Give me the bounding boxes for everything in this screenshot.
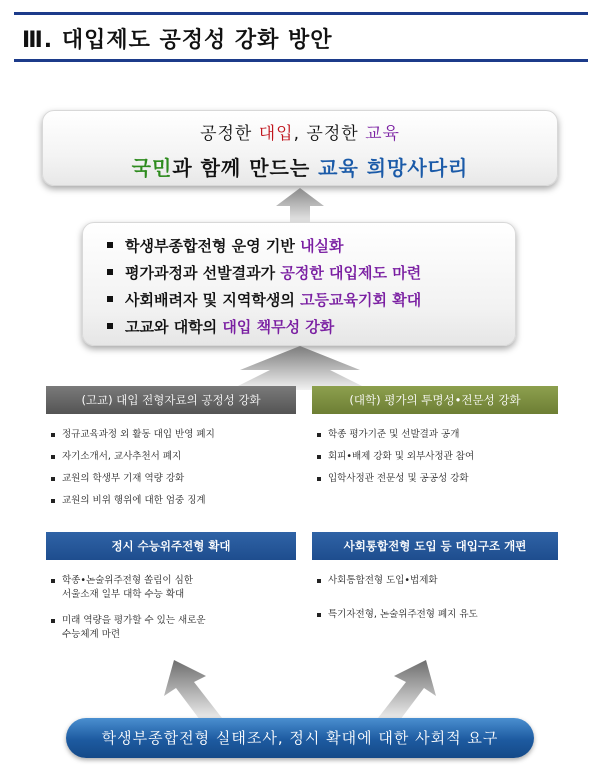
list-item (312, 574, 558, 588)
goal-highlight: 고등교육기회 확대 (300, 291, 422, 309)
item-line: 수능체계 마련 (62, 629, 121, 640)
vision-line-1 (43, 119, 557, 144)
vision-line-2 (43, 152, 557, 181)
item-line: 서울소재 일부 대학 수능 확대 (62, 589, 185, 600)
section-header: 정시 수능위주전형 확대 (46, 532, 296, 560)
goal-text: 평가과정과 선발결과가 (125, 264, 281, 282)
list-item (107, 233, 515, 260)
list-item: 교원의 비위 행위에 대한 엄중 징계 (46, 494, 296, 508)
bullet-icon (107, 296, 113, 302)
bullet-icon (107, 269, 113, 275)
bullet-icon (107, 323, 113, 329)
list-item: 교원의 학생부 기재 역량 강화 (46, 472, 296, 486)
section-header: 사회통합전형 도입 등 대입구조 개편 (312, 532, 558, 560)
up-arrow-icon (150, 658, 240, 720)
title-bar (14, 12, 588, 62)
item-line: 사회통합전형 도입•법제화 (328, 575, 438, 586)
list-item: 자기소개서, 교사추천서 폐지 (46, 450, 296, 464)
goal-text: 학생부종합전형 운영 기반 (125, 237, 301, 255)
section-header: (고교) 대입 전형자료의 공정성 강화 (46, 386, 296, 414)
goal-highlight: 대입 책무성 강화 (222, 318, 335, 336)
section-header: (대학) 평가의 투명성•전문성 강화 (312, 386, 558, 414)
vision-highlight: 대입 (258, 124, 294, 144)
section-bottom-right (312, 532, 558, 642)
bottom-banner: 학생부종합전형 실태조사, 정시 확대에 대한 사회적 요구 (66, 718, 534, 758)
up-arrow-icon (270, 186, 330, 222)
vision-text: 공정한 (200, 124, 259, 144)
item-line: 특기자전형, 논술위주전형 폐지 유도 (328, 609, 478, 620)
list-item (46, 574, 296, 602)
vision-text: 과 함께 만드는 (172, 156, 319, 180)
goals-list (83, 223, 515, 341)
list-item: 학종 평가기준 및 선발결과 공개 (312, 428, 558, 442)
list-item: 입학사정관 전문성 및 공공성 강화 (312, 472, 558, 486)
vision-highlight: 교육 희망사다리 (318, 156, 469, 180)
vision-box (42, 110, 558, 186)
item-line: 학종•논술위주전형 쏠림이 심한 (62, 575, 193, 586)
section-list (312, 574, 558, 622)
list-item: 정규교육과정 외 활동 대입 반영 폐지 (46, 428, 296, 442)
list-item (107, 287, 515, 314)
list-item: 회피•배제 강화 및 외부사정관 참여 (312, 450, 558, 464)
list-item (312, 608, 558, 622)
goal-text: 고교와 대학의 (125, 318, 223, 336)
list-item (107, 260, 515, 287)
item-line: 미래 역량을 평가할 수 있는 새로운 (62, 615, 206, 626)
goal-text: 사회배려자 및 지역학생의 (125, 291, 301, 309)
section-list (312, 428, 558, 486)
up-arrow-icon (360, 658, 450, 720)
list-item (107, 314, 515, 341)
section-list (46, 574, 296, 642)
up-arrow-icon (170, 344, 430, 390)
bullet-icon (107, 242, 113, 248)
list-item (46, 614, 296, 642)
vision-highlight: 교육 (365, 124, 400, 144)
section-top-right (312, 386, 558, 506)
page-title: Ⅲ. 대입제도 공정성 강화 방안 (22, 28, 333, 53)
vision-highlight: 국민 (131, 156, 173, 180)
goal-highlight: 공정한 대입제도 마련 (280, 264, 422, 282)
goals-box (82, 222, 516, 346)
goal-highlight: 내실화 (300, 237, 344, 255)
section-bottom-left (46, 532, 296, 662)
vision-text: , 공정한 (293, 124, 366, 144)
section-list (46, 428, 296, 508)
section-top-left (46, 386, 296, 524)
